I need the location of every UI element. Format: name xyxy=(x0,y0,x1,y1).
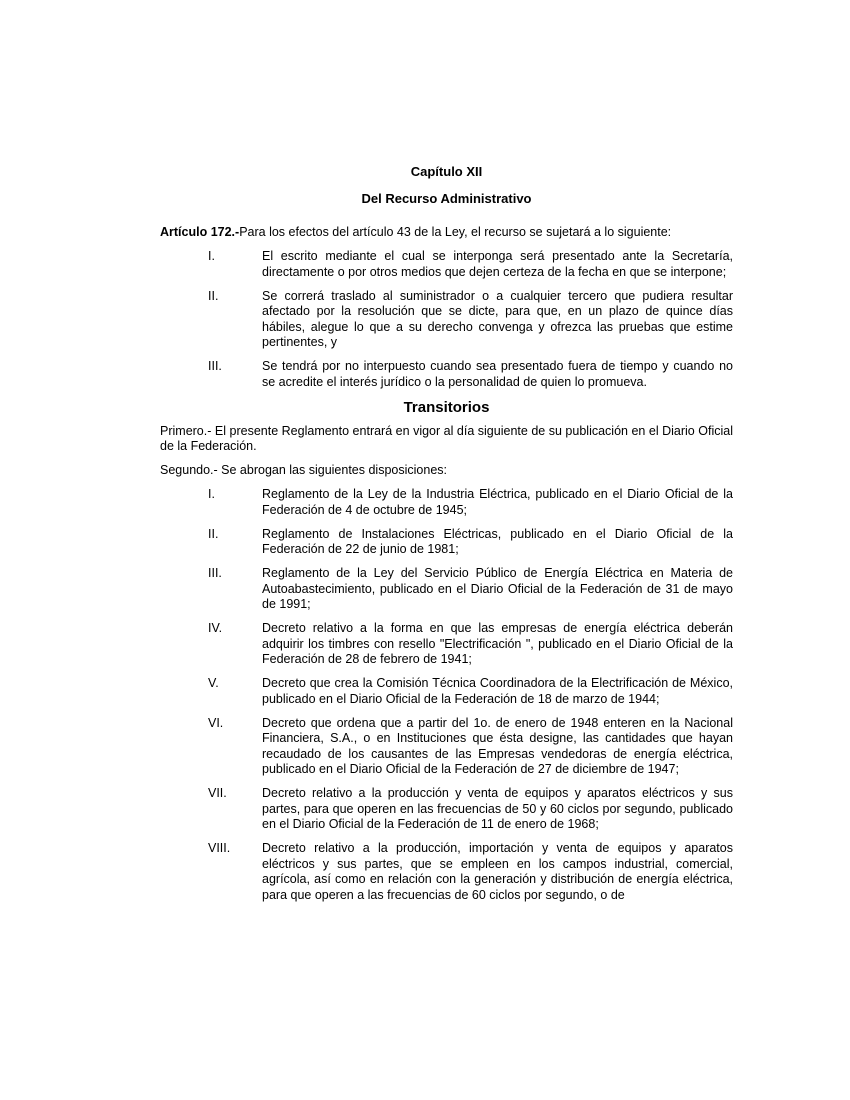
article-item-1 xyxy=(160,249,733,280)
chapter-subtitle: Del Recurso Administrativo xyxy=(361,190,532,206)
item-text: Se correrá traslado al suministrador o a cualquier tercero que pudiera resultar afectado por la resolución que se dicte, para que, en un plazo de quince días hábiles, alegue lo que a su derecho convenga y ofrezca las pruebas que estime pertinentes, y xyxy=(262,288,733,349)
item-text: Decreto que crea la Comisión Técnica Coordinadora de la Electrificación de México, publicado en el Diario Oficial de la Federación de 18 de marzo de 1944; xyxy=(262,676,733,706)
item-text: Decreto relativo a la forma en que las empresas de energía eléctrica deberán adquirir los timbres con resello "Electrificación ", publicado en el Diario Oficial de la Federación de 28 de febrero de 1941; xyxy=(262,621,733,666)
transitorios-title: Transitorios xyxy=(403,398,490,416)
item-text: Decreto que ordena que a partir del 1o. de enero de 1948 enteren en la Nacional Financiera, S.A., o en Instituciones que ésta designe, las cantidades que hayan recaudado de los causantes de las Empresas vendedoras de energía eléctrica, publicado en el Diario Oficial de la Federación de 27 de diciembre de 1947; xyxy=(262,715,733,776)
item-numeral: VI. xyxy=(208,715,224,730)
chapter-title: Capítulo XII xyxy=(410,164,483,179)
transitorios-item-6 xyxy=(160,716,733,778)
article-paragraph xyxy=(160,225,733,241)
item-text: Reglamento de Instalaciones Eléctricas, publicado en el Diario Oficial de la Federación de 22 de junio de 1981; xyxy=(262,526,733,556)
item-text: Se tendrá por no interpuesto cuando sea presentado fuera de tiempo y cuando no se acredite el interés jurídico o la personalidad de quien lo promueva. xyxy=(262,359,733,389)
item-text: El escrito mediante el cual se interponga será presentado ante la Secretaría, directamente o por otros medios que dejen certeza de la fecha en que se interpone; xyxy=(262,249,733,279)
item-numeral: VIII. xyxy=(208,841,231,855)
item-numeral: III. xyxy=(208,359,222,373)
item-text: Reglamento de la Ley del Servicio Público de Energía Eléctrica en Materia de Autoabastecimiento, publicado en el Diario Oficial de la Federación de 31 de mayo de 1991; xyxy=(262,566,733,611)
item-numeral: III. xyxy=(208,566,222,580)
item-numeral: II. xyxy=(208,526,219,541)
transitorios-item-1 xyxy=(160,487,733,518)
article-item-3 xyxy=(160,359,733,390)
transitorios-item-3 xyxy=(160,566,733,613)
item-numeral: IV. xyxy=(208,621,223,635)
item-numeral: I. xyxy=(208,249,215,263)
transitorios-item-2 xyxy=(160,527,733,558)
item-numeral: I. xyxy=(208,487,215,501)
transitorio-primero: Primero.- El presente Reglamento entrará en vigor al día siguiente de su publicación en el Diario Oficial de la Federación. xyxy=(160,423,733,453)
article-label: Artículo 172.- xyxy=(160,225,240,239)
transitorio-segundo: Segundo.- Se abrogan las siguientes disposiciones: xyxy=(160,463,447,477)
item-text: Decreto relativo a la producción, importación y venta de equipos y aparatos eléctricos y sus partes, que se empleen en los campos industrial, comercial, agrícola, así como en relación con la generación y distribución de energía eléctrica, para que operen a las frecuencias de 60 ciclos por segundo, o de xyxy=(262,841,733,902)
item-numeral: V. xyxy=(208,676,219,690)
item-numeral: VII. xyxy=(208,786,227,800)
item-text: Decreto relativo a la producción y venta de equipos y aparatos eléctricos y sus partes, para que operen en las frecuencias de 50 y 60 ciclos por segundo, publicado en el Diario Oficial de la Federación de 11 de enero de 1968; xyxy=(262,786,733,831)
transitorios-item-8 xyxy=(160,841,733,903)
item-text: Reglamento de la Ley de la Industria Eléctrica, publicado en el Diario Oficial de la Federación de 4 de octubre de 1945; xyxy=(262,487,733,517)
transitorios-item-5 xyxy=(160,676,733,707)
transitorios-item-4 xyxy=(160,621,733,668)
article-intro-text: Para los efectos del artículo 43 de la Ley, el recurso se sujetará a lo siguiente: xyxy=(239,225,672,239)
item-numeral: II. xyxy=(208,288,219,303)
transitorios-item-7 xyxy=(160,786,733,833)
document-content xyxy=(160,164,733,912)
article-item-2 xyxy=(160,289,733,351)
